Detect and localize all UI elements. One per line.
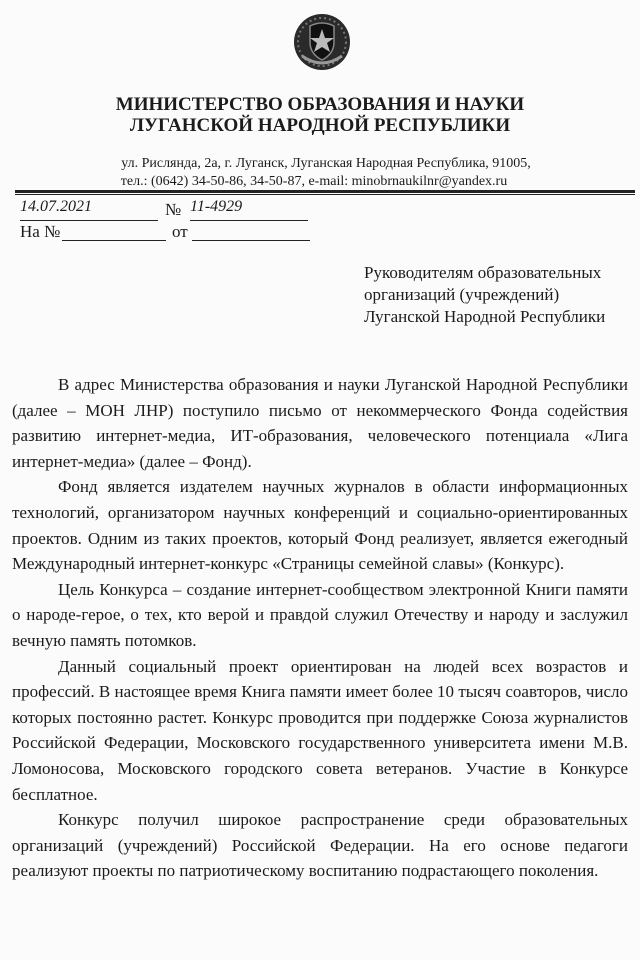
reference-date-blank <box>192 224 310 241</box>
paragraph: Конкурс получил широкое распространение среди образовательных организаций (учреждений) Российской Федерации. На его основе педагоги реализуют проекты по патриотическому воспитанию подрастающего поколения. <box>12 810 628 881</box>
recipient-line: организаций (учреждений) <box>364 285 560 304</box>
header-rule <box>15 190 635 193</box>
ministry-title-line2: ЛУГАНСКОЙ НАРОДНОЙ РЕСПУБЛИКИ <box>129 115 511 136</box>
recipient-block <box>364 262 605 328</box>
paragraph: В адрес Министерства образования и науки Луганской Народной Республики (далее – МОН ЛНР) поступило письмо от некоммерческого Фонда содействия развитию интернет-медиа, ИТ-образования, человеческого потенциала «Лига интернет-медиа» (далее – Фонд). <box>12 375 628 471</box>
outgoing-number: 11-4929 <box>190 198 308 221</box>
reference-number-blank <box>62 224 166 241</box>
from-label: от <box>172 222 188 241</box>
letter-body <box>12 372 628 884</box>
outgoing-date: 14.07.2021 <box>20 198 158 221</box>
paragraph: Цель Конкурса – создание интернет-сообществом электронной Книги памяти о народе-герое, о тех, кто верой и правдой служил Отечеству и народу и заслужил вечную память потомков. <box>12 579 628 650</box>
contacts-line: тел.: (0642) 34-50-86, 34-50-87, e-mail: minobrnaukilnr@yandex.ru <box>120 174 508 189</box>
recipient-line: Руководителям образовательных <box>364 263 602 282</box>
paragraph: Данный социальный проект ориентирован на людей всех возрастов и профессий. В настоящее время Книга памяти имеет более 10 тысяч соавторов, число которых постоянно растет. Конкурс проводится при поддержке Союза журналистов Российской Федерации, Московского государственного университета имени М.В. Ломоносова, Московского городского совета ветеранов. Участие в Конкурсе бесплатное. <box>12 656 628 804</box>
paragraph: Фонд является издателем научных журналов в области информационных технологий, организатором научных конференций и социально-ориентированных проектов. Одним из таких проектов, который Фонд реализует, является ежегодный Международный интернет-конкурс «Страницы семейной славы» (Конкурс). <box>12 477 628 574</box>
recipient-line: Луганской Народной Республики <box>364 307 606 326</box>
coat-of-arms-icon <box>292 12 352 72</box>
reference-label: На № <box>20 222 61 241</box>
number-label: № <box>165 200 182 219</box>
ministry-title-line1: МИНИСТЕРСТВО ОБРАЗОВАНИЯ И НАУКИ <box>115 94 525 115</box>
header-rule-thin <box>15 194 635 195</box>
address-line: ул. Рисляндa, 2а, г. Луганск, Луганская Народная Республика, 91005, <box>121 156 531 171</box>
